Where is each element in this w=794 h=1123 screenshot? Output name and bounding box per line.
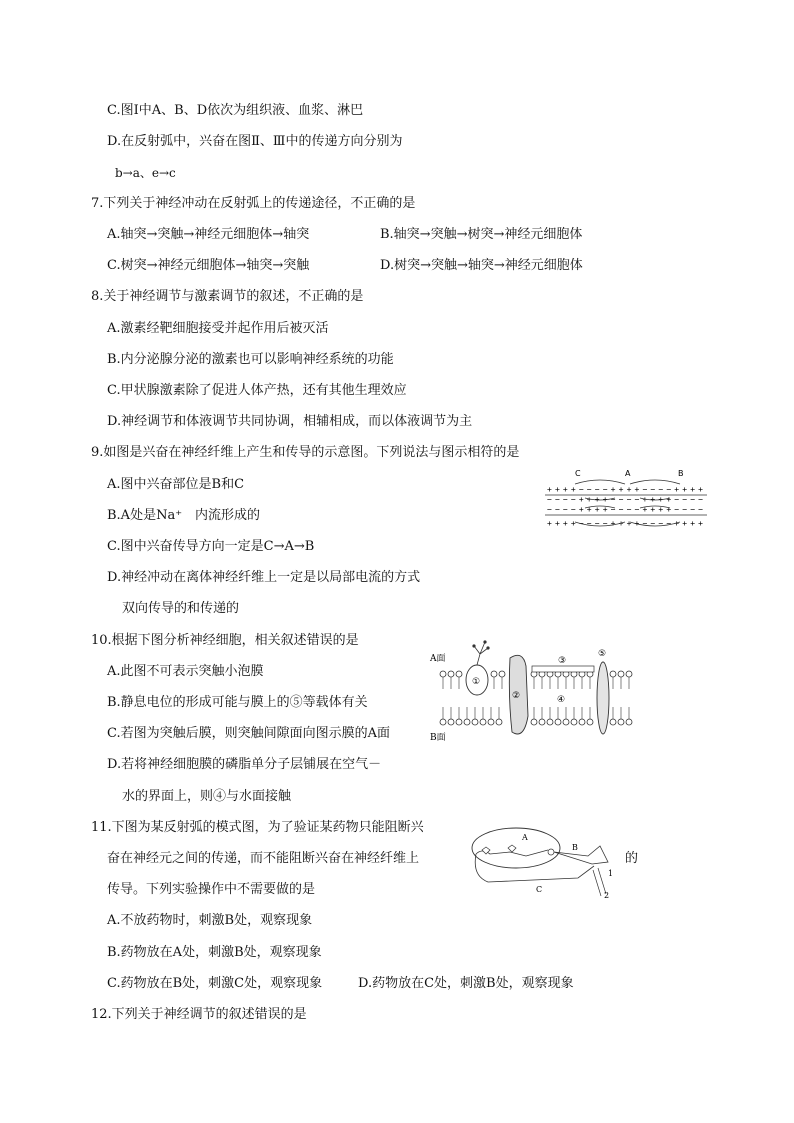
q7-option-b: B.轴突→突触→树突→神经元细胞体 — [380, 227, 583, 242]
fig9-row1: + + + + − − − − + + + + − − − − + + + + — [547, 485, 703, 494]
q10-stem: 10.根据下图分析神经细胞，相关叙述错误的是 — [91, 633, 359, 648]
q7-option-c: C.树突→神经元细胞体→轴突→突触 — [107, 258, 310, 273]
q11-option-c: C.药物放在B处，刺激C处，观察现象 — [107, 976, 323, 991]
q11-option-d: D.药物放在C处，刺激B处，观察现象 — [358, 976, 574, 991]
fig11-label-2: 2 — [604, 891, 610, 900]
fig11-label-1: 1 — [608, 869, 614, 878]
q10-option-d: D.若将神经细胞膜的磷脂单分子层铺展在空气－ — [107, 757, 382, 772]
q11-stem-tail: 的 — [625, 851, 639, 866]
q11-option-b: B.药物放在A处，刺激B处，观察现象 — [107, 945, 322, 960]
fig11-label-c: C — [536, 885, 543, 894]
q11-stem-line3: 传导。下列实验操作中不需要做的是 — [107, 882, 316, 897]
side-b-label: B面 — [430, 733, 446, 743]
q6-option-d-cont: b→a、e→c — [115, 166, 176, 180]
label-4: ④ — [557, 695, 566, 705]
q11-option-a: A.不放药物时，刺激B处，观察现象 — [107, 913, 313, 928]
q11-stem-line2: 奋在神经元之间的传递，而不能阻断兴奋在神经纤维上 — [107, 851, 420, 866]
q8-stem: 8.关于神经调节与激素调节的叙述，不正确的是 — [91, 289, 364, 304]
q9-option-a: A.图中兴奋部位是B和C — [107, 477, 245, 492]
q7-option-d: D.树突→突触→轴突→神经元细胞体 — [380, 258, 583, 273]
q8-option-d: D.神经调节和体液调节共同协调，相辅相成，而以体液调节为主 — [107, 414, 473, 429]
q7-stem: 7.下列关于神经冲动在反射弧上的传递途径，不正确的是 — [91, 196, 416, 211]
side-a-label: A面 — [430, 654, 446, 664]
label-5: ⑤ — [598, 649, 607, 659]
fig9-row2: − − − − + + + + − − − − + + + + − − − − — [547, 495, 703, 504]
q10-option-b: B.静息电位的形成可能与膜上的⑤等载体有关 — [107, 695, 368, 710]
fig11-label-b: B — [572, 843, 578, 852]
q9-option-b: B.A处是Na⁺ 内流形成的 — [107, 508, 261, 523]
q10-option-c: C.若图为突触后膜，则突触间隙面向图示膜的A面 — [107, 726, 391, 741]
fig9-label-b: B — [678, 469, 684, 478]
nerve-fiber-figure — [545, 466, 707, 534]
q10-option-a: A.此图不可表示突触小泡膜 — [107, 664, 264, 679]
fig9-label-c: C — [575, 469, 581, 478]
fig9-row4: + + + + − − − − + + + + − − − − + + + + — [547, 519, 703, 528]
q11-stem: 11.下图为某反射弧的模式图，为了验证某药物只能阻断兴 — [91, 820, 424, 835]
q8-option-a: A.激素经靶细胞接受并起作用后被灭活 — [107, 321, 329, 336]
fig11-label-a: A — [522, 833, 528, 842]
q7-option-a: A.轴突→突触→神经元细胞体→轴突 — [107, 227, 310, 242]
q12-stem: 12.下列关于神经调节的叙述错误的是 — [91, 1007, 307, 1022]
fig9-row3: − − − − + + + + − − − − + + + + − − − − — [547, 505, 703, 514]
q6-option-d: D.在反射弧中，兴奋在图Ⅱ、Ⅲ中的传递方向分别为 — [107, 134, 403, 149]
label-2: ② — [512, 691, 521, 701]
q8-option-b: B.内分泌腺分泌的激素也可以影响神经系统的功能 — [107, 352, 394, 367]
label-3: ③ — [558, 656, 567, 666]
fig9-label-a: A — [625, 469, 631, 478]
reflex-arc-figure — [468, 826, 618, 904]
q9-option-c: C.图中兴奋传导方向一定是C→A→B — [107, 539, 315, 554]
q9-option-d-cont: 双向传导的和传递的 — [122, 601, 240, 616]
q9-stem: 9.如图是兴奋在神经纤维上产生和传导的示意图。下列说法与图示相符的是 — [91, 445, 520, 460]
q8-option-c: C.甲状腺激素除了促进人体产热，还有其他生理效应 — [107, 383, 407, 398]
q10-option-d-cont: 水的界面上，则④与水面接触 — [122, 789, 292, 804]
q6-option-c: C.图Ⅰ中A、B、D依次为组织液、血浆、淋巴 — [107, 103, 364, 118]
cell-membrane-figure — [428, 636, 646, 744]
label-1: ① — [472, 677, 481, 687]
q9-option-d: D.神经冲动在离体神经纤维上一定是以局部电流的方式 — [107, 570, 421, 585]
